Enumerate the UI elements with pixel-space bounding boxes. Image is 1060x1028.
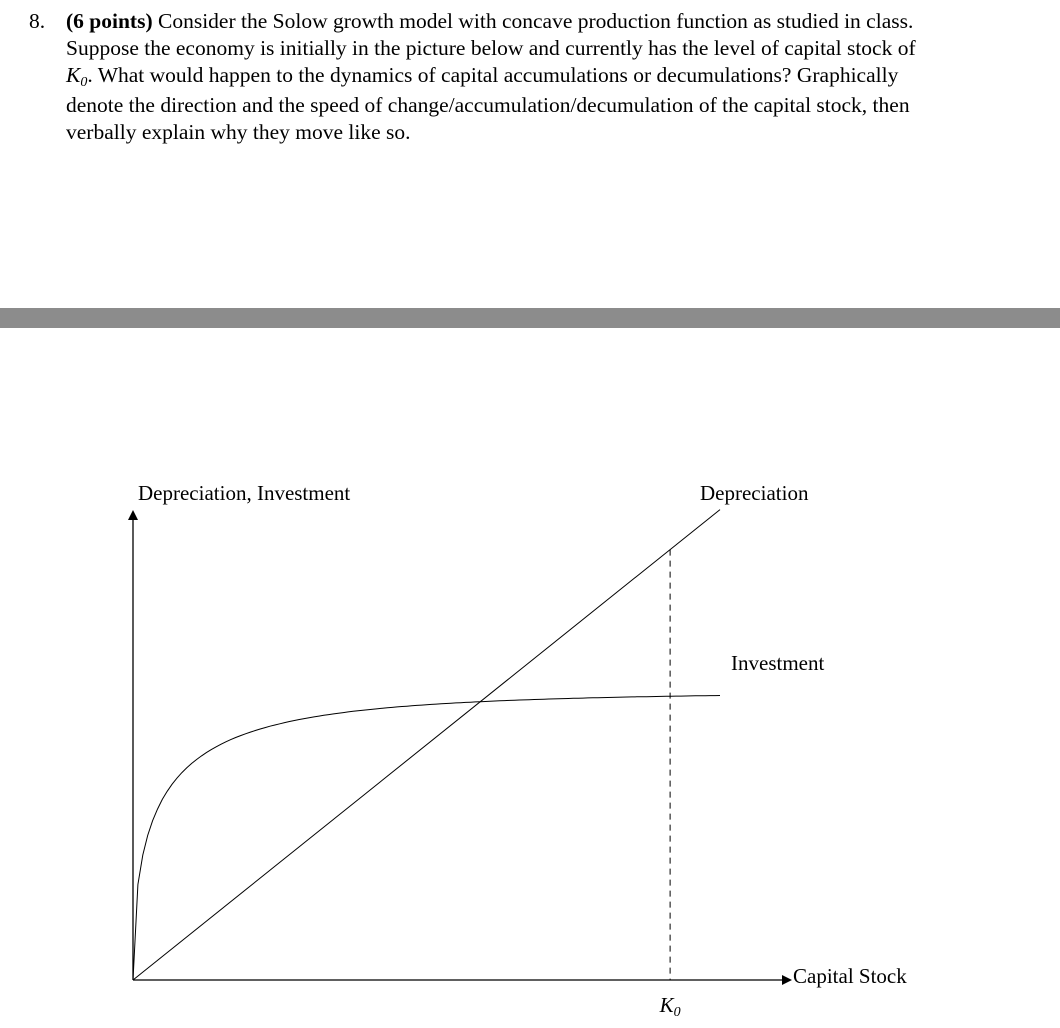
y-axis-label: Depreciation, Investment xyxy=(138,481,351,505)
question-line-3-text: . What would happen to the dynamics of capital accumulations or decumulations? Graphically xyxy=(87,63,899,87)
question-line-4: denote the direction and the speed of change/accumulation/decumulation of the capital stock, then xyxy=(66,93,910,117)
k0-label-sub: 0 xyxy=(673,1005,681,1020)
k0-label xyxy=(659,993,681,1020)
question-line-5: verbally explain why they move like so. xyxy=(66,120,411,144)
investment-label: Investment xyxy=(731,651,825,675)
question-number: 8. xyxy=(29,9,46,33)
k-subscript: 0 xyxy=(80,75,88,90)
k-symbol: K xyxy=(66,63,81,87)
x-axis-label: Capital Stock xyxy=(793,964,907,988)
question-line-1-text: Consider the Solow growth model with concave production function as studied in class. xyxy=(152,9,914,33)
depreciation-line xyxy=(133,510,720,980)
k0-label-main: K xyxy=(659,993,674,1017)
investment-curve xyxy=(133,696,720,981)
question-line-2: Suppose the economy is initially in the picture below and currently has the level of capital stock of xyxy=(66,36,916,60)
question-points: (6 points) xyxy=(66,9,153,33)
depreciation-label: Depreciation xyxy=(700,481,809,505)
